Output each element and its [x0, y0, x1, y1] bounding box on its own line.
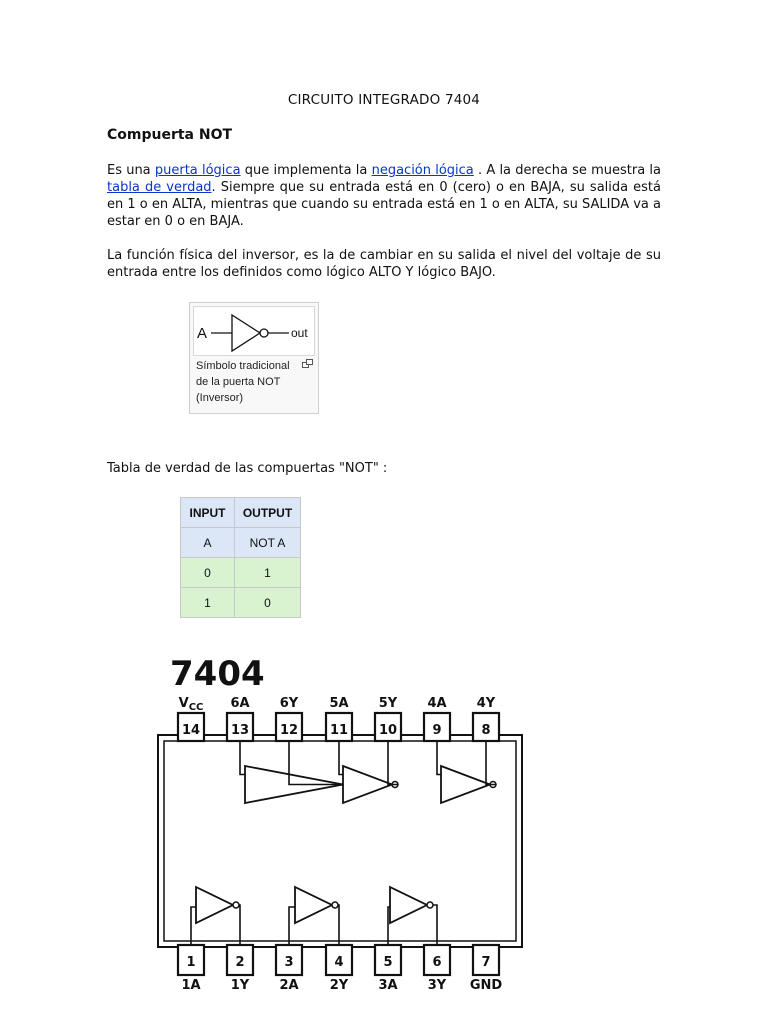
inverter-bubble — [332, 902, 338, 908]
pin-label: 2Y — [329, 978, 349, 993]
pin-label: 6A — [230, 696, 250, 711]
not-gate-symbol-image[interactable] — [193, 306, 315, 356]
section-heading: Compuerta NOT — [107, 127, 233, 143]
table-cell: A — [181, 528, 235, 558]
pin-number: 3 — [284, 955, 294, 970]
gate-inversion-bubble — [260, 329, 268, 337]
table-header-row — [181, 498, 301, 528]
column-header-input: INPUT — [181, 498, 235, 528]
pin-label: 3Y — [427, 978, 447, 993]
pin-number: 12 — [279, 723, 299, 738]
page-title: CIRCUITO INTEGRADO 7404 — [287, 92, 481, 108]
pin-number: 13 — [230, 723, 250, 738]
link-tabla-de-verdad[interactable]: tabla de verdad — [107, 180, 212, 195]
pin-label: 2A — [279, 978, 299, 993]
inverter-bubble — [233, 902, 239, 908]
pin-label: 5A — [329, 696, 349, 711]
pin-number: 8 — [481, 723, 491, 738]
pin-label: 3A — [378, 978, 398, 993]
pin-label: 6Y — [279, 696, 299, 711]
table-cell: 0 — [181, 558, 235, 588]
pin-number: 7 — [481, 955, 491, 970]
table-cell: 1 — [181, 588, 235, 618]
pin-number: 2 — [235, 955, 245, 970]
truth-table — [180, 497, 301, 618]
paragraph-intro — [107, 162, 661, 230]
pin-label: 1A — [181, 978, 201, 993]
table-row — [181, 528, 301, 558]
paragraph-text: . A la derecha se muestra la — [473, 163, 661, 178]
pin-label: 5Y — [378, 696, 398, 711]
paragraph-inverter-function: La función física del inversor, es la de cambiar en su salida el nivel del voltaje de su entrada entre los definidos como lógico ALTO Y lógico BAJO. — [107, 248, 661, 280]
paragraph-text: que implementa la — [240, 163, 372, 178]
table-cell: 0 — [235, 588, 301, 618]
inverter-bubble — [427, 902, 433, 908]
not-gate-symbol — [194, 307, 314, 355]
pin-number: 9 — [432, 723, 442, 738]
table-row — [181, 588, 301, 618]
caption-line: Símbolo tradicional — [196, 360, 290, 372]
paragraph-text: Es una — [107, 163, 155, 178]
pin-label: 4Y — [476, 696, 496, 711]
top-pin-row — [178, 696, 499, 741]
column-header-output: OUTPUT — [235, 498, 301, 528]
table-cell: 1 — [235, 558, 301, 588]
gate-triangle — [232, 315, 260, 351]
pin-number: 6 — [432, 955, 442, 970]
bottom-pin-row — [178, 945, 502, 993]
pin-number: 10 — [378, 723, 398, 738]
enlarge-icon[interactable] — [302, 359, 313, 368]
table-intro: Tabla de verdad de las compuertas "NOT" : — [107, 461, 388, 476]
chip-7404-pinout-diagram — [150, 645, 530, 995]
gate-input-label: A — [197, 325, 208, 342]
gate-output-label: out — [291, 326, 308, 340]
chip-title: 7404 — [170, 654, 265, 694]
paragraph-text: . Siempre que su entrada está en 0 (cero) o en BAJA, su salida está en 1 o en ALTA, mientras que cuando su entrada está en 1 o en ALTA, su SALIDA va a estar en 0 o en BAJA. — [107, 180, 661, 229]
caption-line: de la puerta NOT — [196, 376, 281, 388]
link-puerta-logica[interactable]: puerta lógica — [154, 163, 241, 178]
caption-line: (Inversor) — [196, 392, 244, 404]
pin-number: 4 — [334, 955, 344, 970]
pin-label: 4A — [427, 696, 447, 711]
pin-number: 14 — [181, 723, 201, 738]
pin-number: 5 — [383, 955, 393, 970]
link-negacion-logica[interactable]: negación lógica — [371, 163, 474, 178]
table-cell: NOT A — [235, 528, 301, 558]
figure-caption — [196, 358, 300, 406]
pin-number: 1 — [186, 955, 196, 970]
not-gate-figure — [189, 302, 319, 414]
pin-label: 1Y — [230, 978, 250, 993]
pin-number: 11 — [329, 723, 349, 738]
pin-label: GND — [469, 978, 503, 993]
table-row — [181, 558, 301, 588]
pin-label: $V_{CC}$ — [178, 696, 204, 713]
